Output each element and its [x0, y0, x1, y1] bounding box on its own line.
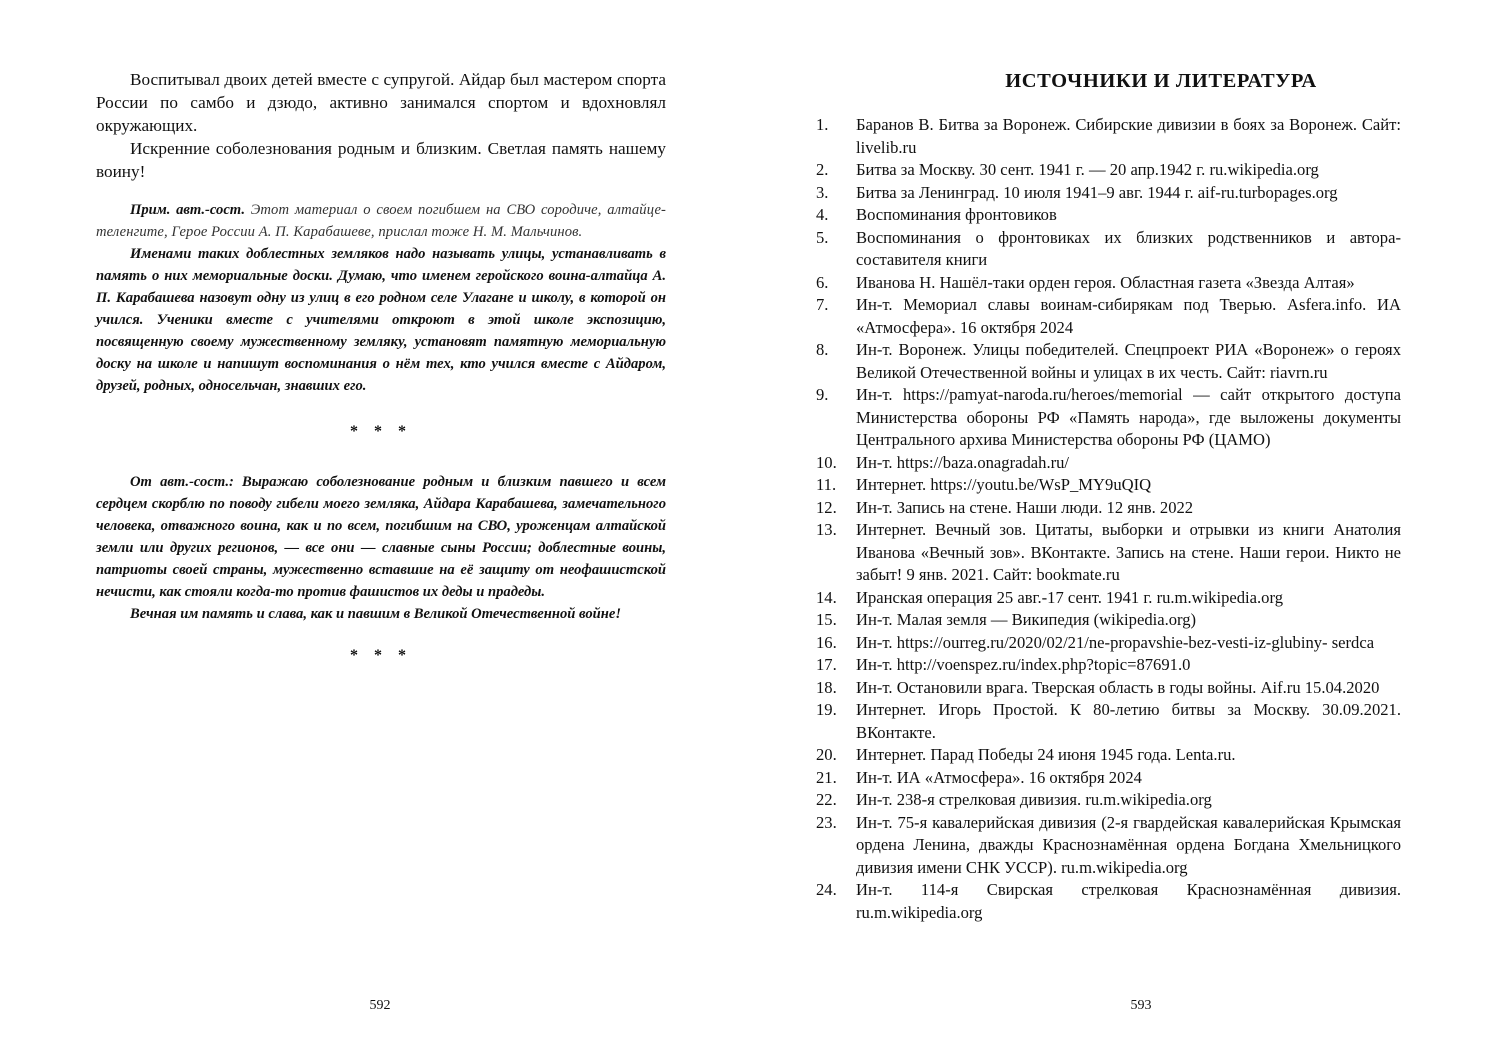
reference-item	[816, 789, 1401, 812]
reference-text: Воспоминания о фронтовиках их близких родственников и автора-составителя книги	[856, 227, 1401, 269]
reference-item	[816, 182, 1401, 205]
reference-number: 11.	[816, 475, 837, 494]
reference-item	[816, 587, 1401, 610]
reference-text: Ин-т. Остановили врага. Тверская область в годы войны. Aif.ru 15.04.2020	[856, 677, 1380, 697]
reference-item	[816, 272, 1401, 295]
reference-number: 10.	[816, 452, 837, 472]
note-paragraph-1	[96, 199, 666, 243]
left-page-text	[96, 68, 666, 665]
reference-number: 19.	[816, 700, 837, 719]
reference-number: 18.	[816, 677, 837, 697]
reference-number: 12.	[816, 497, 837, 517]
separator-1: * * *	[350, 423, 412, 440]
references-title: ИСТОЧНИКИ И ЛИТЕРАТУРА	[1005, 70, 1317, 92]
reference-text: Ин-т. https://pamyat-naroda.ru/heroes/memorial — сайт открытого доступа Министерства обороны РФ «Память народа», где выложены документы Центрального архива Министерства обороны РФ (ЦАМО)	[856, 385, 1401, 449]
reference-text: Ин-т. 75-я кавалерийская дивизия (2-я гвардейская кавалерийская Крымская ордена Ленина, дважды Краснознамённая ордена Богдана Хмельницкого дивизия имени СНК УССР). ru.m.wikipedia.org	[856, 812, 1401, 877]
reference-number: 13.	[816, 520, 837, 539]
reference-text: Интернет. Вечный зов. Цитаты, выборки и отрывки из книги Анатолия Иванова «Вечный зов». ВКонтакте. Запись на стене. Наши герои. Никто не забыт! 9 янв. 2021. Сайт: bookmate.ru	[856, 520, 1401, 584]
reference-text: Иранская операция 25 авг.-17 сент. 1941 г. ru.m.wikipedia.org	[856, 587, 1283, 607]
reference-item	[816, 654, 1401, 677]
reference-number: 24.	[816, 880, 837, 899]
reference-text: Битва за Москву. 30 сент. 1941 г. — 20 апр.1942 г. ru.wikipedia.org	[856, 160, 1319, 179]
reference-text: Битва за Ленинград. 10 июля 1941–9 авг. 1944 г. aif-ru.turbopages.org	[856, 182, 1338, 202]
reference-number: 4.	[816, 205, 829, 224]
reference-item	[816, 767, 1401, 790]
reference-text: Ин-т. Запись на стене. Наши люди. 12 янв. 2022	[856, 497, 1194, 517]
reference-number: 9.	[816, 385, 829, 404]
reference-item	[816, 677, 1401, 700]
reference-item	[816, 452, 1401, 475]
reference-text: Ин-т. 238-я стрелковая дивизия. ru.m.wikipedia.org	[856, 790, 1212, 809]
reference-item	[816, 497, 1401, 520]
author-paragraph-1: От авт.-сост.: Выражаю соболезнование родным и близким павшего и всем сердцем скорблю по поводу гибели моего земляка, Айдара Карабашева, замечательного человека, отважного воина, как и по всем, погибшим на СВО, уроженцам алтайской земли или других регионов, — все они — славные сыны России; доблестные воины, патриоты своей страны, мужественно вставшие на её защиту от неофашистской нечисти, как стояли когда-то против фашистов их деды и прадеды.	[96, 474, 666, 600]
reference-item	[816, 744, 1401, 767]
reference-number: 6.	[816, 272, 829, 292]
page-number-left: 592	[369, 998, 391, 1013]
reference-text: Интернет. Парад Победы 24 июня 1945 года. Lenta.ru.	[856, 745, 1236, 764]
reference-number: 2.	[816, 160, 829, 179]
reference-number: 21.	[816, 767, 837, 787]
reference-number: 5.	[816, 227, 829, 247]
reference-item	[816, 204, 1401, 227]
reference-item	[816, 339, 1401, 384]
reference-text: Ин-т. ИА «Атмосфера». 16 октября 2024	[856, 767, 1142, 787]
reference-item	[816, 879, 1401, 924]
reference-item	[816, 474, 1401, 497]
reference-text: Интернет. https://youtu.be/WsP_MY9uQIQ	[856, 475, 1152, 494]
page-number-right: 593	[1130, 998, 1152, 1013]
author-note	[96, 199, 666, 397]
note-body: Этот материал о своем погибшем на СВО сородиче, алтайце-теленгите, Герое России А. П. Карабашеве, прислал тоже Н. М. Мальчинов.	[96, 202, 667, 240]
reference-text: Ин-т. 114-я Свирская стрелковая Краснознамённая дивизия. ru.m.wikipedia.org	[856, 880, 1401, 922]
reference-item	[816, 609, 1401, 632]
reference-number: 23.	[816, 812, 837, 832]
reference-number: 8.	[816, 340, 829, 359]
right-page	[746, 0, 1492, 1058]
reference-text: Ин-т. Мемориал славы воинам-сибирякам под Тверью. Asfera.info. ИА «Атмосфера». 16 октября 2024	[856, 295, 1401, 337]
reference-number: 1.	[816, 115, 829, 134]
note-head: Прим. авт.-сост.	[130, 202, 245, 218]
reference-item	[816, 159, 1401, 182]
reference-number: 14.	[816, 587, 837, 607]
reference-text: Ин-т. http://voenspez.ru/index.php?topic=87691.0	[856, 655, 1191, 674]
reference-item	[816, 114, 1401, 159]
reference-item	[816, 384, 1401, 452]
reference-number: 7.	[816, 295, 829, 314]
reference-item	[816, 812, 1401, 880]
paragraph-children: Воспитывал двоих детей вместе с супругой. Айдар был мастером спорта России по самбо и дзюдо, активно занимался спортом и вдохновлял окружающих.	[96, 70, 666, 135]
paragraph-condolences: Искренние соболезнования родным и близким. Светлая память нашему воину!	[96, 139, 666, 181]
reference-text: Ин-т. https://ourreg.ru/2020/02/21/ne-propavshie-bez-vesti-iz-glubiny- serdca	[856, 632, 1375, 652]
reference-number: 20.	[816, 745, 837, 764]
reference-item	[816, 519, 1401, 587]
reference-text: Интернет. Игорь Простой. К 80-летию битвы за Москву. 30.09.2021. ВКонтакте.	[856, 700, 1401, 742]
note-paragraph-2: Именами таких доблестных земляков надо называть улицы, устанавливать в память о них мемориальные доски. Думаю, что именем геройского воина-алтайца А. П. Карабашева назовут одну из улиц в его родном селе Улагане и школу, в которой он учился. Ученики вместе с учителями откроют в этой школе экспозицию, посвященную своему мужественному земляку, установят памятную мемориальную доску на школе и напишут воспоминания о нём тех, кто учился вместе с Айдаром, друзей, родных, односельчан, знавших его.	[96, 246, 666, 394]
reference-number: 15.	[816, 610, 837, 629]
reference-number: 22.	[816, 790, 837, 809]
reference-number: 17.	[816, 655, 837, 674]
reference-text: Ин-т. https://baza.onagradah.ru/	[856, 452, 1070, 472]
author-paragraph-2: Вечная им память и слава, как и павшим в Великой Отечественной войне!	[130, 606, 622, 622]
separator-2: * * *	[350, 647, 412, 664]
reference-item	[816, 294, 1401, 339]
reference-number: 16.	[816, 632, 837, 652]
reference-text: Ин-т. Малая земля — Википедия (wikipedia.org)	[856, 610, 1197, 629]
reference-text: Воспоминания фронтовиков	[856, 205, 1057, 224]
references-list	[816, 114, 1401, 924]
reference-text: Баранов В. Битва за Воронеж. Сибирские дивизии в боях за Воронеж. Сайт: livelib.ru	[856, 115, 1401, 157]
reference-item	[816, 227, 1401, 272]
reference-text: Ин-т. Воронеж. Улицы победителей. Спецпроект РИА «Воронеж» о героях Великой Отечественной войны и улицах в их честь. Сайт: riavrn.ru	[856, 340, 1401, 382]
reference-item	[816, 699, 1401, 744]
reference-text: Иванова Н. Нашёл-таки орден героя. Областная газета «Звезда Алтая»	[856, 272, 1355, 292]
reference-number: 3.	[816, 182, 829, 202]
reference-item	[816, 632, 1401, 655]
